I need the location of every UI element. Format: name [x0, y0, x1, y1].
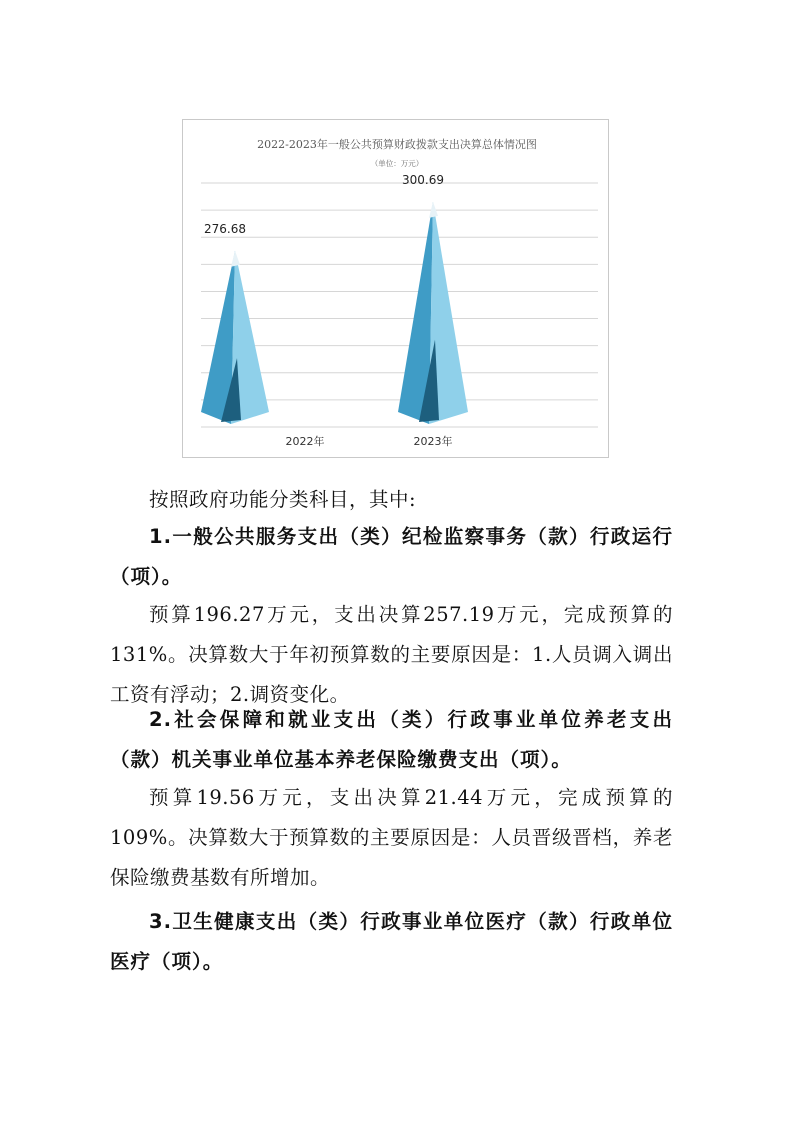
value-label: 300.69 — [402, 172, 444, 187]
expenditure-chart — [183, 120, 610, 459]
section-1-body: 预算196.27万元，支出决算257.19万元，完成预算的131%。决算数大于年初预算数的主要原因是：1.人员调入调出工资有浮动；2.调资变化。 — [110, 603, 673, 706]
section-2-heading: 2.社会保障和就业支出（类）行政事业单位养老支出（款）机关事业单位基本养老保险缴费支出（项）。 — [110, 708, 673, 771]
section-2-body: 预算19.56万元，支出决算21.44万元，完成预算的109%。决算数大于预算数的主要原因是：人员晋级晋档，养老保险缴费基数有所增加。 — [110, 786, 673, 889]
bar-2023年 — [398, 202, 468, 424]
section-1-heading: 1.一般公共服务支出（类）纪检监察事务（款）行政运行（项）。 — [110, 525, 673, 588]
bar-2022年 — [201, 251, 269, 424]
section-3-heading: 3.卫生健康支出（类）行政事业单位医疗（款）行政单位医疗（项）。 — [110, 910, 673, 973]
value-label: 276.68 — [204, 221, 246, 236]
bar-facet — [231, 251, 240, 267]
chart-title: 2022-2023年一般公共预算财政拨款支出决算总体情况图 — [257, 138, 537, 151]
chart-subtitle: （单位：万元） — [370, 159, 424, 168]
intro-paragraph: 按照政府功能分类科目，其中: — [149, 488, 417, 511]
category-label: 2022年 — [285, 435, 325, 448]
category-label: 2023年 — [413, 435, 453, 448]
chart-container — [182, 119, 609, 458]
